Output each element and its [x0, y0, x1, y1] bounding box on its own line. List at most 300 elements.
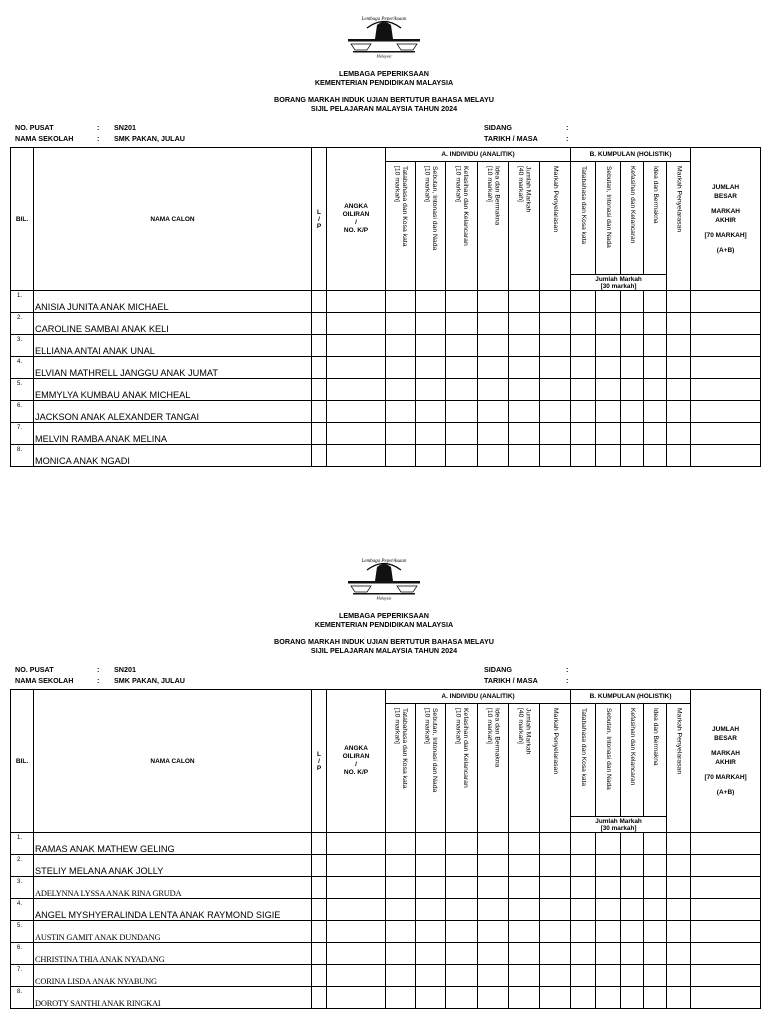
mark-cell[interactable] [446, 855, 478, 877]
mark-cell[interactable] [416, 379, 446, 401]
mark-cell[interactable] [478, 357, 509, 379]
mark-cell[interactable] [509, 291, 540, 313]
mark-cell[interactable] [312, 899, 327, 921]
mark-cell[interactable] [509, 943, 540, 965]
mark-cell[interactable] [644, 943, 667, 965]
mark-cell[interactable] [446, 313, 478, 335]
mark-cell[interactable] [312, 423, 327, 445]
mark-cell[interactable] [312, 335, 327, 357]
mark-cell[interactable] [446, 899, 478, 921]
mark-cell[interactable] [327, 401, 386, 423]
nama-sekolah-label: NAMA SEKOLAH [15, 676, 74, 685]
mark-cell[interactable] [621, 965, 644, 987]
mark-cell[interactable] [667, 401, 691, 423]
mark-cell[interactable] [312, 833, 327, 855]
mark-cell[interactable] [478, 877, 509, 899]
mark-cell[interactable] [540, 877, 571, 899]
mark-cell[interactable] [540, 921, 571, 943]
mark-cell[interactable] [312, 943, 327, 965]
mark-cell[interactable] [691, 965, 761, 987]
mark-cell[interactable] [478, 335, 509, 357]
table-row [11, 855, 761, 877]
mark-cell[interactable] [312, 921, 327, 943]
mark-cell[interactable] [416, 833, 446, 855]
mark-cell[interactable] [540, 987, 571, 1009]
b2-header: Sebutan, Intonasi dan Nada [596, 704, 621, 817]
mark-cell[interactable] [621, 445, 644, 467]
no-pusat-value: SN201 [114, 123, 136, 132]
student-name: CAROLINE SAMBAI ANAK KELI [34, 313, 312, 335]
mark-cell[interactable] [621, 401, 644, 423]
mark-cell[interactable] [691, 987, 761, 1009]
mark-cell[interactable] [509, 921, 540, 943]
mark-cell[interactable] [571, 987, 596, 1009]
no-pusat-label: NO. PUSAT [15, 123, 54, 132]
row-number: 5. [11, 379, 34, 401]
nama-sekolah-label: NAMA SEKOLAH [15, 134, 74, 143]
mark-cell[interactable] [571, 291, 596, 313]
mark-cell[interactable] [327, 987, 386, 1009]
mark-cell[interactable] [478, 401, 509, 423]
mark-cell[interactable] [509, 899, 540, 921]
mark-cell[interactable] [416, 291, 446, 313]
mark-cell[interactable] [571, 899, 596, 921]
mark-cell[interactable] [596, 855, 621, 877]
mark-cell[interactable] [327, 965, 386, 987]
mark-cell[interactable] [446, 965, 478, 987]
table-row [11, 445, 761, 467]
student-name: EMMYLYA KUMBAU ANAK MICHEAL [34, 379, 312, 401]
mark-cell[interactable] [691, 401, 761, 423]
row-number: 8. [11, 987, 34, 1009]
mark-cell[interactable] [446, 987, 478, 1009]
mark-cell[interactable] [691, 445, 761, 467]
mark-cell[interactable] [312, 313, 327, 335]
row-number: 3. [11, 877, 34, 899]
a3-header: Kefasihan dan Kelancaran [10 markah] [446, 704, 478, 833]
mark-cell[interactable] [446, 921, 478, 943]
mark-cell[interactable] [596, 877, 621, 899]
sidang-label: SIDANG [484, 665, 512, 674]
mark-cell[interactable] [386, 987, 416, 1009]
form-title: BORANG MARKAH INDUK UJIAN BERTUTUR BAHASA MELAYU [274, 637, 494, 646]
mark-cell[interactable] [644, 445, 667, 467]
mark-cell[interactable] [644, 855, 667, 877]
mark-cell[interactable] [540, 899, 571, 921]
tarikh-label: TARIKH / MASA [484, 134, 538, 143]
mark-cell[interactable] [312, 877, 327, 899]
row-number: 2. [11, 313, 34, 335]
mark-cell[interactable] [596, 335, 621, 357]
mark-cell[interactable] [312, 855, 327, 877]
svg-text:Lembaga Peperiksaan: Lembaga Peperiksaan [361, 559, 407, 564]
mark-cell[interactable] [667, 987, 691, 1009]
mark-cell[interactable] [596, 965, 621, 987]
mark-cell[interactable] [386, 965, 416, 987]
mark-cell[interactable] [446, 335, 478, 357]
mark-cell[interactable] [386, 855, 416, 877]
mark-cell[interactable] [691, 833, 761, 855]
mark-cell[interactable] [644, 899, 667, 921]
b1-header: Tatabahasa dan Kosa kata [571, 162, 596, 275]
student-name: CHRISTINA THIA ANAK NYADANG [34, 943, 312, 965]
mark-cell[interactable] [416, 423, 446, 445]
mark-cell[interactable] [416, 357, 446, 379]
mark-cell[interactable] [327, 357, 386, 379]
mark-cell[interactable] [478, 899, 509, 921]
row-number: 4. [11, 899, 34, 921]
nama-sekolah-value: SMK PAKAN, JULAU [114, 676, 185, 685]
no-pusat-value: SN201 [114, 665, 136, 674]
mark-cell[interactable] [644, 335, 667, 357]
mark-cell[interactable] [596, 291, 621, 313]
table-row [11, 833, 761, 855]
mark-cell[interactable] [571, 855, 596, 877]
student-name: ANGEL MYSHYERALINDA LENTA ANAK RAYMOND SIGIE [34, 899, 312, 921]
mark-cell[interactable] [386, 943, 416, 965]
mark-cell[interactable] [386, 921, 416, 943]
mark-cell[interactable] [416, 445, 446, 467]
mark-cell[interactable] [446, 423, 478, 445]
mark-cell[interactable] [667, 833, 691, 855]
mark-cell[interactable] [416, 965, 446, 987]
mark-cell[interactable] [691, 335, 761, 357]
mark-cell[interactable] [416, 877, 446, 899]
svg-text:Lembaga Peperiksaan: Lembaga Peperiksaan [361, 17, 407, 22]
mark-cell[interactable] [644, 379, 667, 401]
mark-cell[interactable] [621, 291, 644, 313]
table-row [11, 357, 761, 379]
group-a-header: A. INDIVIDU (ANALITIK) [386, 148, 571, 162]
svg-text:Malaysia: Malaysia [376, 595, 392, 601]
mark-cell[interactable] [478, 379, 509, 401]
table-row [11, 987, 761, 1009]
mark-cell[interactable] [596, 357, 621, 379]
mark-cell[interactable] [509, 401, 540, 423]
mark-cell[interactable] [596, 401, 621, 423]
b3-header: Kefasihan dan Kelancaran [621, 704, 644, 817]
mark-cell[interactable] [386, 357, 416, 379]
student-name: ELLIANA ANTAI ANAK UNAL [34, 335, 312, 357]
colon: : [566, 665, 569, 674]
mark-cell[interactable] [386, 423, 416, 445]
mark-cell[interactable] [596, 423, 621, 445]
mark-cell[interactable] [691, 379, 761, 401]
b5-header: Markah Penyelarasan [667, 162, 691, 291]
row-number: 7. [11, 965, 34, 987]
mark-cell[interactable] [571, 379, 596, 401]
mark-cell[interactable] [644, 423, 667, 445]
mark-cell[interactable] [446, 877, 478, 899]
mark-cell[interactable] [621, 335, 644, 357]
mark-cell[interactable] [667, 965, 691, 987]
lp-header: L / P [312, 148, 327, 291]
mark-cell[interactable] [478, 987, 509, 1009]
b1-header: Tatabahasa dan Kosa kata [571, 704, 596, 817]
mark-cell[interactable] [667, 379, 691, 401]
mark-cell[interactable] [312, 445, 327, 467]
mark-cell[interactable] [691, 423, 761, 445]
mark-cell[interactable] [327, 445, 386, 467]
mark-cell[interactable] [571, 357, 596, 379]
colon: : [97, 134, 100, 143]
mark-cell[interactable] [667, 335, 691, 357]
mark-cell[interactable] [416, 401, 446, 423]
mark-cell[interactable] [478, 313, 509, 335]
mark-cell[interactable] [571, 445, 596, 467]
mark-cell[interactable] [644, 357, 667, 379]
mark-cell[interactable] [644, 987, 667, 1009]
mark-cell[interactable] [571, 943, 596, 965]
mark-cell[interactable] [691, 855, 761, 877]
mark-cell[interactable] [691, 313, 761, 335]
mark-sheet-form-1 [0, 13, 768, 466]
mark-cell[interactable] [416, 899, 446, 921]
nama-sekolah-value: SMK PAKAN, JULAU [114, 134, 185, 143]
mark-cell[interactable] [416, 335, 446, 357]
mark-cell[interactable] [621, 943, 644, 965]
mark-cell[interactable] [571, 313, 596, 335]
mark-cell[interactable] [509, 877, 540, 899]
mark-cell[interactable] [386, 335, 416, 357]
b4-header: Idea dan Bermakna [644, 704, 667, 817]
mark-cell[interactable] [386, 445, 416, 467]
mark-cell[interactable] [596, 379, 621, 401]
mark-cell[interactable] [327, 313, 386, 335]
row-number: 6. [11, 401, 34, 423]
mark-cell[interactable] [621, 855, 644, 877]
mark-cell[interactable] [540, 445, 571, 467]
mark-cell[interactable] [312, 987, 327, 1009]
mark-cell[interactable] [644, 877, 667, 899]
mark-cell[interactable] [596, 987, 621, 1009]
mark-cell[interactable] [596, 921, 621, 943]
a4-header: Idea dan Bermakna [10 markah] [478, 704, 509, 833]
mark-cell[interactable] [478, 921, 509, 943]
mark-cell[interactable] [621, 423, 644, 445]
table-row [11, 899, 761, 921]
mark-cell[interactable] [327, 899, 386, 921]
mark-cell[interactable] [540, 423, 571, 445]
mark-cell[interactable] [596, 899, 621, 921]
table-row [11, 313, 761, 335]
mark-cell[interactable] [312, 357, 327, 379]
mark-cell[interactable] [478, 965, 509, 987]
mark-cell[interactable] [540, 401, 571, 423]
student-name: AUSTIN GAMIT ANAK DUNDANG [34, 921, 312, 943]
table-row [11, 401, 761, 423]
mark-cell[interactable] [621, 313, 644, 335]
mark-cell[interactable] [386, 291, 416, 313]
mark-cell[interactable] [621, 921, 644, 943]
group-b-header: B. KUMPULAN (HOLISTIK) [571, 148, 691, 162]
mark-cell[interactable] [691, 291, 761, 313]
mark-cell[interactable] [446, 357, 478, 379]
mark-cell[interactable] [571, 965, 596, 987]
mark-cell[interactable] [540, 335, 571, 357]
nama-calon-header: NAMA CALON [34, 148, 312, 291]
mark-cell[interactable] [386, 379, 416, 401]
mark-cell[interactable] [446, 943, 478, 965]
colon: : [566, 123, 569, 132]
group-a-header: A. INDIVIDU (ANALITIK) [386, 690, 571, 704]
mark-cell[interactable] [644, 291, 667, 313]
mark-cell[interactable] [446, 833, 478, 855]
mark-cell[interactable] [621, 357, 644, 379]
mark-cell[interactable] [327, 423, 386, 445]
mark-cell[interactable] [571, 833, 596, 855]
mark-cell[interactable] [667, 313, 691, 335]
student-name: ADELYNNA LYSSA ANAK RINA GRUDA [34, 877, 312, 899]
mark-cell[interactable] [509, 987, 540, 1009]
mark-cell[interactable] [596, 313, 621, 335]
mark-cell[interactable] [386, 401, 416, 423]
mark-cell[interactable] [386, 833, 416, 855]
table-row [11, 379, 761, 401]
row-number: 5. [11, 921, 34, 943]
mark-cell[interactable] [509, 379, 540, 401]
student-name: STELIY MELANA ANAK JOLLY [34, 855, 312, 877]
mark-cell[interactable] [571, 877, 596, 899]
a6-header: Markah Penyelarasan [540, 704, 571, 833]
mark-cell[interactable] [478, 943, 509, 965]
mark-cell[interactable] [416, 987, 446, 1009]
ministry-name: KEMENTERIAN PENDIDIKAN MALAYSIA [314, 77, 454, 87]
mark-cell[interactable] [478, 855, 509, 877]
mark-cell[interactable] [667, 423, 691, 445]
bil-header: BIL. [11, 690, 34, 833]
mark-cell[interactable] [478, 445, 509, 467]
mark-cell[interactable] [312, 401, 327, 423]
mark-cell[interactable] [644, 921, 667, 943]
mark-cell[interactable] [667, 899, 691, 921]
mark-cell[interactable] [596, 445, 621, 467]
a6-header: Markah Penyelarasan [540, 162, 571, 291]
mark-cell[interactable] [540, 855, 571, 877]
mark-cell[interactable] [596, 943, 621, 965]
mark-cell[interactable] [540, 357, 571, 379]
colon: : [97, 665, 100, 674]
mark-cell[interactable] [416, 313, 446, 335]
mark-cell[interactable] [478, 833, 509, 855]
mark-cell[interactable] [667, 291, 691, 313]
mark-cell[interactable] [644, 313, 667, 335]
mark-cell[interactable] [327, 833, 386, 855]
tarikh-label: TARIKH / MASA [484, 676, 538, 685]
mark-cell[interactable] [386, 313, 416, 335]
student-name: MELVIN RAMBA ANAK MELINA [34, 423, 312, 445]
sidang-label: SIDANG [484, 123, 512, 132]
mark-cell[interactable] [540, 943, 571, 965]
mark-cell[interactable] [540, 965, 571, 987]
mark-cell[interactable] [667, 877, 691, 899]
mark-cell[interactable] [327, 379, 386, 401]
mark-cell[interactable] [416, 855, 446, 877]
mark-cell[interactable] [478, 291, 509, 313]
mark-cell[interactable] [540, 313, 571, 335]
nama-calon-header: NAMA CALON [34, 690, 312, 833]
mark-cell[interactable] [509, 313, 540, 335]
mark-cell[interactable] [386, 899, 416, 921]
mark-cell[interactable] [312, 291, 327, 313]
mark-cell[interactable] [446, 445, 478, 467]
mark-cell[interactable] [540, 379, 571, 401]
mark-cell[interactable] [446, 379, 478, 401]
ministry-name: KEMENTERIAN PENDIDIKAN MALAYSIA [314, 619, 454, 629]
mark-cell[interactable] [621, 987, 644, 1009]
mark-cell[interactable] [621, 833, 644, 855]
mark-cell[interactable] [509, 445, 540, 467]
mark-cell[interactable] [509, 965, 540, 987]
a5-header: Jumlah Markah [40 markah] [509, 704, 540, 833]
mark-cell[interactable] [571, 335, 596, 357]
mark-cell[interactable] [327, 877, 386, 899]
mark-cell[interactable] [691, 921, 761, 943]
mark-cell[interactable] [509, 855, 540, 877]
mark-cell[interactable] [327, 943, 386, 965]
mark-cell[interactable] [509, 335, 540, 357]
mark-cell[interactable] [446, 401, 478, 423]
mark-cell[interactable] [596, 833, 621, 855]
table-row [11, 291, 761, 313]
mark-cell[interactable] [386, 877, 416, 899]
mark-cell[interactable] [416, 943, 446, 965]
row-number: 7. [11, 423, 34, 445]
mark-cell[interactable] [509, 833, 540, 855]
mark-cell[interactable] [509, 357, 540, 379]
mark-cell[interactable] [644, 965, 667, 987]
mark-cell[interactable] [327, 855, 386, 877]
mark-cell[interactable] [667, 357, 691, 379]
mark-sheet-form-2 [0, 555, 768, 1008]
mark-cell[interactable] [416, 921, 446, 943]
mark-cell[interactable] [540, 291, 571, 313]
mark-cell[interactable] [571, 401, 596, 423]
mark-cell[interactable] [327, 291, 386, 313]
exam-title: SIJIL PELAJARAN MALAYSIA TAHUN 2024 [310, 645, 458, 655]
mark-cell[interactable] [571, 921, 596, 943]
mark-cell[interactable] [644, 833, 667, 855]
mark-cell[interactable] [621, 379, 644, 401]
mark-cell[interactable] [327, 335, 386, 357]
table-row [11, 965, 761, 987]
row-number: 3. [11, 335, 34, 357]
mark-cell[interactable] [691, 357, 761, 379]
mark-cell[interactable] [621, 877, 644, 899]
mark-cell[interactable] [667, 445, 691, 467]
mark-cell[interactable] [571, 423, 596, 445]
mark-cell[interactable] [667, 921, 691, 943]
mark-cell[interactable] [509, 423, 540, 445]
row-number: 1. [11, 291, 34, 313]
mark-cell[interactable] [691, 877, 761, 899]
colon: : [566, 676, 569, 685]
mark-cell[interactable] [691, 943, 761, 965]
mark-cell[interactable] [691, 899, 761, 921]
marks-table [10, 147, 761, 467]
mark-cell[interactable] [621, 899, 644, 921]
mark-cell[interactable] [312, 965, 327, 987]
mark-cell[interactable] [478, 423, 509, 445]
mark-cell[interactable] [667, 855, 691, 877]
student-name: JACKSON ANAK ALEXANDER TANGAI [34, 401, 312, 423]
mark-cell[interactable] [327, 921, 386, 943]
mark-cell[interactable] [540, 833, 571, 855]
mark-cell[interactable] [446, 291, 478, 313]
mark-cell[interactable] [312, 379, 327, 401]
mark-cell[interactable] [644, 401, 667, 423]
mark-cell[interactable] [667, 943, 691, 965]
